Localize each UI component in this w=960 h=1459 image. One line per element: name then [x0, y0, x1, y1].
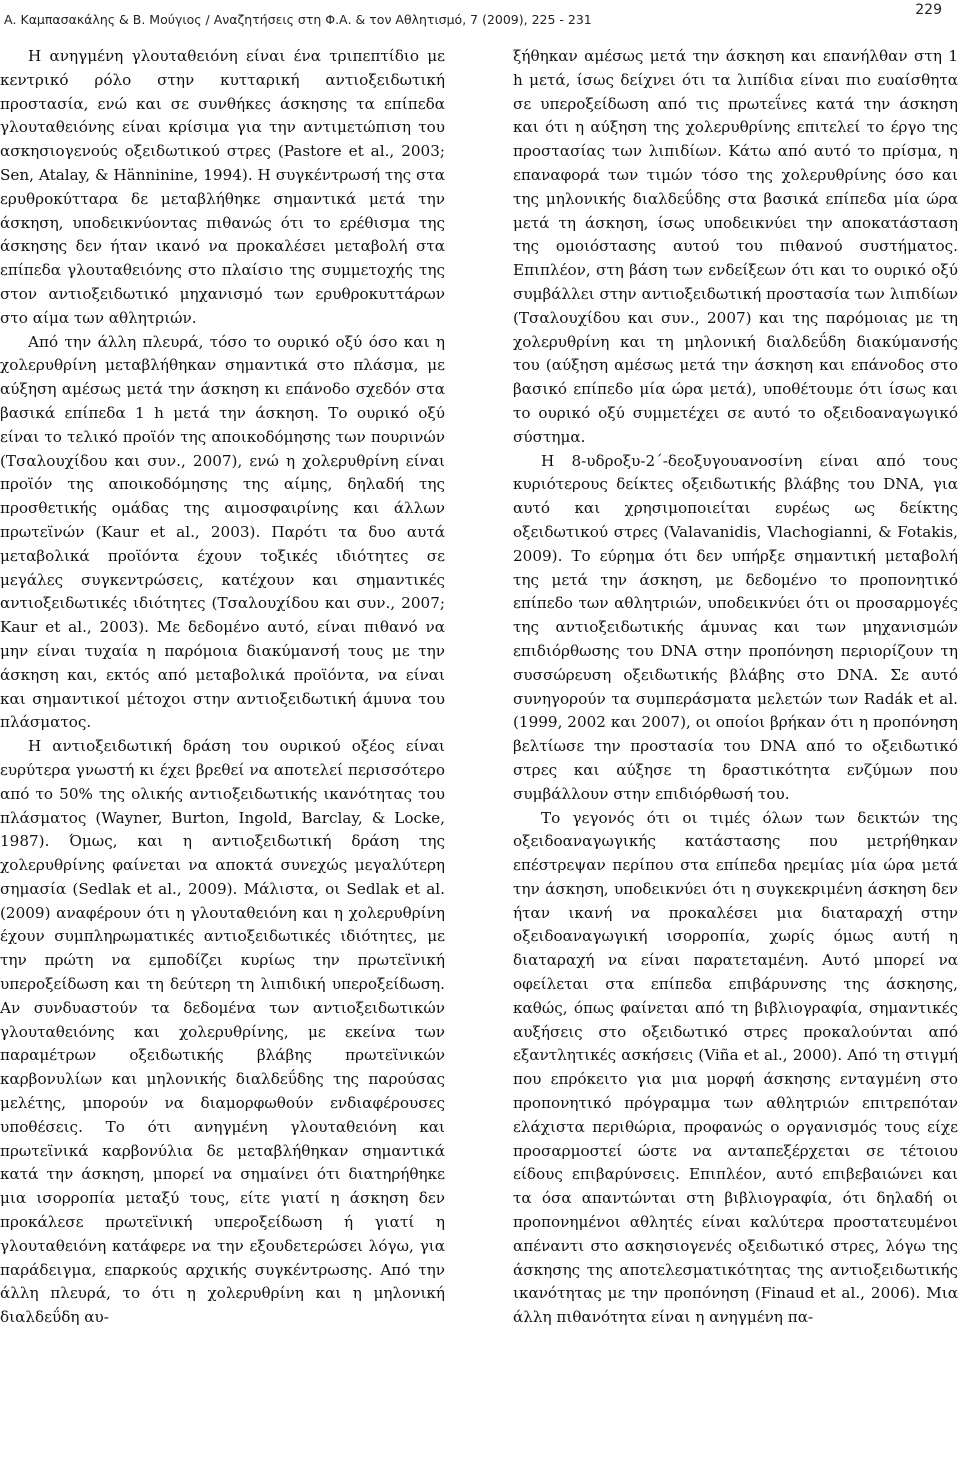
left-column: [0, 45, 445, 1330]
right-column: [513, 45, 958, 1330]
left-paragraph-2: Από την άλλη πλευρά, τόσο το ουρικό οξύ όσο και η χολερυθρίνη μεταβλήθηκαν σημαντικά στο πλάσμα, με αύξηση αμέσως μετά την άσκηση κι επάνοδο σχεδόν στα βασικά επίπεδα 1 h μετά την άσκηση. Το ουρικό οξύ είναι το τελικό προϊόν της αποικοδόμησης των πουρινών (Τσαλουχίδου και συν., 2007), ενώ η χολερυθρίνη είναι προϊόν της αποικοδόμησης της αίμης, δηλαδή της προσθετικής ομάδας της αιμοσφαιρίνης και άλλων πρωτεϊνών (Kaur et al., 2003). Παρότι τα δυο αυτά μεταβολικά προϊόντα έχουν τοξικές ιδιότητες σε μεγάλες συγκεντρώσεις, κατέχουν και σημαντικές αντιοξειδωτικές ιδιότητες (Τσαλουχίδου και συν., 2007; Kaur et al., 2003). Με δεδομένο αυτό, είναι πιθανό να μην είναι τυχαία η παρόμοια διακύμανσή τους με την άσκηση και, εκτός από μεταβολικά προϊόντα, να είναι και σημαντικοί μέτοχοι στην αντιοξειδωτική άμυνα του πλάσματος.: [0, 332, 445, 732]
right-paragraph-2: Η 8-υδροξυ-2΄-δεοξυγουανοσίνη είναι από τους κυριότερους δείκτες οξειδωτικής βλάβης του DNA, για αυτό και χρησιμοποιείται ευρέως ως δείκτης οξειδωτικού στρες (Valavanidis, Vlachogianni, & Fotakis, 2009). Το εύρημα ότι δεν υπήρξε σημαντική μεταβολή της μετά την άσκηση, με δεδομένο το προπονητικό επίπεδο των αθλητριών, υποδεικνύει ότι οι προσαρμογές της αντιοξειδωτικής άμυνας και των μηχανισμών επιδιόρθωσης του DNA στην προπόνηση περιορίζουν τη συσσώρευση οξειδωτικής βλάβης στο DNA. Σε αυτό συνηγορούν τα συμπεράσματα μελετών των Radák et al. (1999, 2002 και 2007), οι οποίοι βρήκαν ότι η προπόνηση βελτίωσε την προστασία του DNA από το οξειδωτικό στρες και αύξησε τη δραστικότητα ενζύμων που συμβάλλουν στην επιδιόρθωσή του.: [513, 451, 958, 803]
right-paragraph-3: Το γεγονός ότι οι τιμές όλων των δεικτών της οξειδοαναγωγικής κατάστασης που μετρήθηκαν επέστρεψαν περίπου στα επίπεδα ηρεμίας μία ώρα μετά την άσκηση, υποδεικνύει ότι η συγκεκριμένη άσκηση δεν ήταν ικανή να προκαλέσει μια διαταραχή στην οξειδοαναγωγική ισορροπία, χωρίς όμως αυτή η διαταραχή να είναι παρατεταμένη. Αυτό μπορεί να οφείλεται στα επίπεδα επιβάρυνσης της άσκησης, καθώς, όπως φαίνεται από τη βιβλιογραφία, σημαντικές αυξήσεις στο οξειδωτικό στρες προκαλούνται από εξαντλητικές ασκήσεις (Viña et al., 2000). Από τη στιγμή που επρόκειτο για μια μορφή άσκησης ενταγμένη στο προπονητικό πρόγραμμα των αθλητριών επιτρεπόταν ελάχιστα περιθώρια, προφανώς ο οργανισμός τους είχε προσαρμοστεί ώστε να ανταπεξέρχεται σε τέτοιου είδους επιβαρύνσεις. Επιπλέον, αυτό επιβεβαιώνει και τα όσα απαντώνται στη βιβλιογραφία, ότι δηλαδή οι προπονημένοι αθλητές είναι καλύτερα προστατευμένοι απέναντι στο ασκησιογενές οξειδωτικό στρες, λόγω της άσκησης της αποτελεσματικότητας της αντιοξειδωτικής ικανότητας με την προπόνηση (Finaud et al., 2006). Μια άλλη πιθανότητα είναι η ανηγμένη πα-: [513, 808, 958, 1327]
right-paragraph-1: ξήθηκαν αμέσως μετά την άσκηση και επανήλθαν στη 1 h μετά, ίσως δείχνει ότι τα λιπίδια είναι πιο ευαίσθητα σε υπεροξείδωση από τις πρωτεΐνες κατά την άσκηση και ότι η αύξηση της χολερυθρίνης επιτελεί το έργο της προστασίας των λιπιδίων. Κάτω από αυτό το πρίσμα, η επαναφορά των τιμών τόσο της χολερυθρίνης όσο και της μηλονικής διαλδεΰδης στα βασικά επίπεδα μία ώρα μετά τη άσκηση, ίσως υποδεικνύει την αποκατάσταση της ομοιόστασης αυτού του πιθανού συστήματος. Επιπλέον, στη βάση των ενδείξεων ότι και το ουρικό οξύ συμβάλλει στην αντιοξειδωτική προστασία των λιπιδίων (Τσαλουχίδου και συν., 2007) και της παρόμοιας με τη χολερυθρίνη και τη μηλονική διαλδεΰδη διακύμανσής του (αύξηση αμέσως μετά την άσκηση και επάνοδος στο βασικό επίπεδο μία ώρα μετά), υποθέτουμε ότι ίσως και το ουρικό οξύ συμμετέχει σε αυτό το οξειδοαναγωγικό σύστημα.: [513, 47, 958, 446]
page-number: 229: [915, 2, 942, 18]
left-paragraph-3: Η αντιοξειδωτική δράση του ουρικού οξέος είναι ευρύτερα γνωστή κι έχει βρεθεί να αποτελεί περισσότερο από το 50% της ολικής αντιοξειδωτικής ικανότητας του πλάσματος (Wayner, Burton, Ingold, Barclay, & Locke, 1987). Όμως, και η αντιοξειδωτική δράση της χολερυθρίνης φαίνεται να αποκτά συνεχώς μεγαλύτερη σημασία (Sedlak et al., 2009). Μάλιστα, οι Sedlak et al. (2009) αναφέρουν ότι η γλουταθειόνη και η χολερυθρίνη έχουν συμπληρωματικές αντιοξειδωτικές ιδιότητες, με την πρώτη να εμποδίζει κυρίως την πρωτεϊνική υπεροξείδωση και τη δεύτερη τη λιπιδική υπεροξείδωση. Αν συνδυαστούν τα δεδομένα των αντιοξειδωτικών γλουταθειόνης και χολερυθρίνης, με εκείνα των παραμέτρων οξειδωτικής βλάβης πρωτεϊνικών καρβονυλίων και μηλονικής διαλδεΰδης της παρούσας μελέτης, μπορούν να διαμορφωθούν ενδιαφέρουσες υποθέσεις. Το ότι ανηγμένη γλουταθειόνη και πρωτεϊνικά καρβονύλια δε μεταβλήθηκαν σημαντικά κατά την άσκηση, μπορεί να σημαίνει ότι διατηρήθηκε μια ισορροπία μεταξύ τους, είτε γιατί η άσκηση δεν προκάλεσε πρωτεϊνική υπεροξείδωση ή γιατί η γλουταθειόνη κατάφερε να την εξουδετερώσει λόγω, για παράδειγμα, επαρκούς αρχικής συγκέντρωσης. Από την άλλη πλευρά, το ότι η χολερυθρίνη και η μηλονική διαλδεΰδη αυ-: [0, 737, 445, 1327]
left-paragraph-1: Η ανηγμένη γλουταθειόνη είναι ένα τριπεπτίδιο με κεντρικό ρόλο στην κυτταρική αντιοξειδωτική προστασία, ενώ και σε συνθήκες άσκησης τα επίπεδα γλουταθειόνης είναι κρίσιμα για την αντιμετώπιση του ασκησιογενούς οξειδωτικού στρες (Pastore et al., 2003; Sen, Atalay, & Hänninine, 1994). Η συγκέντρωσή της στα ερυθροκύτταρα δε μεταβλήθηκε σημαντικά μετά την άσκηση, υποδεικνύοντας πιθανώς ότι το ερέθισμα της άσκησης δεν ήταν ικανό να προκαλέσει μεταβολή στα επίπεδα γλουταθειόνης στο πλαίσιο της συμμετοχής της στον αντιοξειδωτικό μηχανισμό των ερυθροκυττάρων στο αίμα των αθλητριών.: [0, 47, 445, 327]
running-header: Α. Καμπασακάλης & Β. Μούγιος / Αναζητήσεις στη Φ.Α. & τον Αθλητισμό, 7 (2009), 225 - 231: [4, 12, 592, 27]
